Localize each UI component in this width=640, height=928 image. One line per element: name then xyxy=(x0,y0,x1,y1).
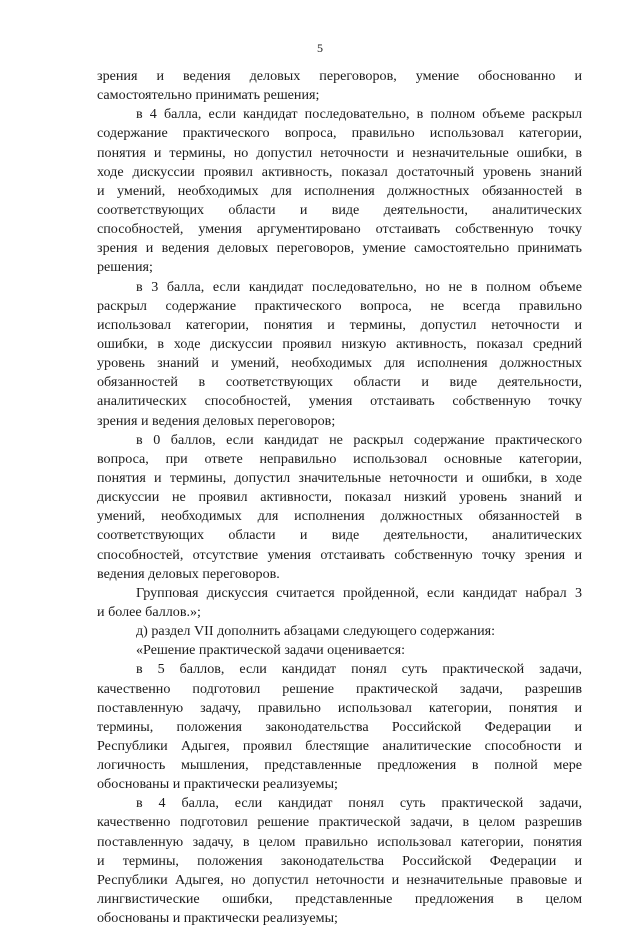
text-line: ходе дискуссии проявил активность, показал достаточный уровень знаний xyxy=(97,163,582,180)
text-line: зрения и ведения деловых переговоров, умение самостоятельно принимать xyxy=(97,240,582,257)
text-line: способностей, умения аргументировано отстаивать собственную точку xyxy=(97,221,582,238)
text-line: зрения и ведения деловых переговоров; xyxy=(97,412,336,429)
text-line: термины, положения законодательства Российской Федерации и xyxy=(97,718,582,735)
text-line: в 3 балла, если кандидат последовательно, но не в полном объеме xyxy=(136,278,582,295)
text-line: Групповая дискуссия считается пройденной, если кандидат набрал 3 xyxy=(136,584,582,601)
text-line: д) раздел VII дополнить абзацами следующего содержания: xyxy=(136,623,496,640)
text-line: уровень знаний и умений, необходимых для исполнения должностных xyxy=(97,355,582,372)
text-line: самостоятельно принимать решения; xyxy=(97,87,320,104)
text-line: Республики Адыгея, проявил блестящие аналитические способности и xyxy=(97,737,582,754)
text-line: поставленную задачу, правильно использовал категории, понятия и xyxy=(97,699,582,716)
text-line: в 4 балла, если кандидат последовательно, в полном объеме раскрыл xyxy=(136,106,582,123)
text-line: качественно подготовил решение практической задачи, разрешив xyxy=(97,680,582,697)
text-line: понятия и термины, допустил значительные неточности и ошибки, в ходе xyxy=(97,469,582,486)
text-line: решения; xyxy=(97,259,153,276)
text-line: в 4 балла, если кандидат понял суть практической задачи, xyxy=(136,795,582,812)
text-line: ведения деловых переговоров. xyxy=(97,565,280,582)
text-line: зрения и ведения деловых переговоров, умение обоснованно и xyxy=(97,68,582,84)
text-line: обоснованы и практически реализуемы; xyxy=(97,910,338,927)
text-line: и термины, положения законодательства Российской Федерации и xyxy=(97,852,582,869)
text-line: ошибки, в ходе дискуссии проявил низкую активность, показал средний xyxy=(97,335,582,352)
text-line: в 5 баллов, если кандидат понял суть практической задачи, xyxy=(136,661,582,678)
text-line: содержание практического вопроса, правильно использовал категории, xyxy=(97,125,582,142)
text-line: соответствующих области и виде деятельности, аналитических xyxy=(97,527,582,544)
text-line: логичность мышления, представленные предложения в полной мере xyxy=(97,757,582,774)
document-body xyxy=(97,67,582,928)
page-number: 5 xyxy=(317,41,323,55)
text-line: в 0 баллов, если кандидат не раскрыл содержание практического xyxy=(136,431,582,448)
text-line: Республики Адыгея, но допустил неточности и незначительные правовые и xyxy=(97,871,582,888)
text-line: качественно подготовил решение практической задачи, в целом разрешив xyxy=(97,814,582,831)
text-line: аналитических способностей, умения отстаивать собственную точку xyxy=(97,393,582,410)
text-line: поставленную задачу, в целом правильно использовал категории, понятия xyxy=(97,833,582,850)
text-line: соответствующих области и виде деятельности, аналитических xyxy=(97,201,582,218)
text-line: дискуссии не проявил активности, показал низкий уровень знаний и xyxy=(97,489,582,506)
text-line: способностей, отсутствие умения отстаивать собственную точку зрения и xyxy=(97,546,582,563)
text-line: обоснованы и практически реализуемы; xyxy=(97,776,338,793)
text-line: и более баллов.»; xyxy=(97,603,201,620)
text-line: вопроса, при ответе неправильно использовал основные категории, xyxy=(97,450,582,467)
text-line: использовал категории, понятия и термины, допустил неточности и xyxy=(97,316,582,333)
text-line: обязанностей в соответствующих области и виде деятельности, xyxy=(97,374,582,391)
text-line: и умений, необходимых для исполнения должностных обязанностей в xyxy=(97,182,582,199)
text-line: понятия и термины, но допустил неточности и незначительные ошибки, в xyxy=(97,144,582,161)
text-line: раскрыл содержание практического вопроса, не всегда правильно xyxy=(97,297,582,314)
text-line: лингвистические ошибки, представленные предложения в целом xyxy=(97,891,582,908)
text-line: «Решение практической задачи оценивается: xyxy=(136,642,406,659)
text-line: умений, необходимых для исполнения должностных обязанностей в xyxy=(97,508,582,525)
